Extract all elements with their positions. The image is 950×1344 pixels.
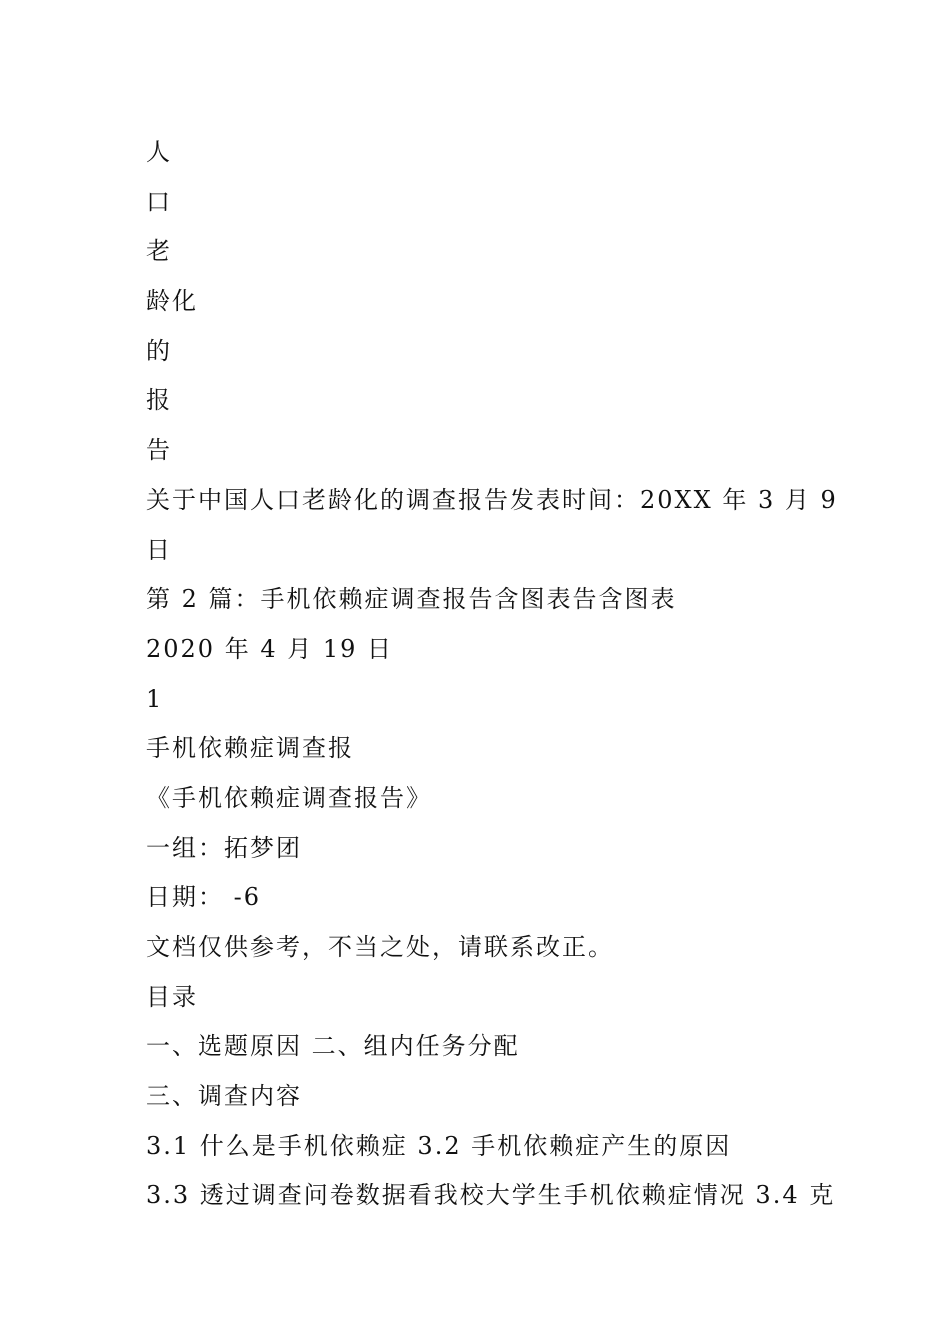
- group-line: 一组：拓梦团: [146, 833, 302, 862]
- publish-info-line: 关于中国人口老龄化的调查报告发表时间：20XX 年 3 月 9: [146, 485, 838, 514]
- title-char-de: 的: [146, 336, 172, 365]
- title-char-lao: 老: [146, 237, 172, 266]
- date-line: 2020 年 4 月 19 日: [146, 634, 394, 663]
- title-char-gao: 告: [146, 436, 172, 465]
- toc-item: 3.1 什么是手机依赖症 3.2 手机依赖症产生的原因: [146, 1131, 732, 1160]
- toc-heading: 目录: [146, 982, 198, 1011]
- page-number: 1: [146, 684, 164, 713]
- section-heading: 第 2 篇：手机依赖症调查报告含图表告含图表: [146, 585, 677, 614]
- toc-item: 三、调查内容: [146, 1082, 302, 1111]
- report-title-short: 手机依赖症调查报: [146, 734, 354, 763]
- title-char-bao: 报: [146, 386, 172, 415]
- title-char-linghua: 龄化: [146, 287, 198, 316]
- toc-item: 3.3 透过调查问卷数据看我校大学生手机依赖症情况 3.4 克: [146, 1181, 836, 1210]
- disclaimer: 文档仅供参考，不当之处，请联系改正。: [146, 933, 614, 961]
- title-char-ren: 人: [146, 138, 172, 166]
- document-body: [146, 128, 838, 1221]
- date-field: 日期： -6: [146, 883, 262, 912]
- toc-item: 一、选题原因 二、组内任务分配: [146, 1032, 520, 1061]
- title-char-kou: 口: [146, 187, 172, 216]
- publish-info-line-cont: 日: [146, 535, 172, 564]
- report-title: 《手机依赖症调查报告》: [146, 783, 432, 812]
